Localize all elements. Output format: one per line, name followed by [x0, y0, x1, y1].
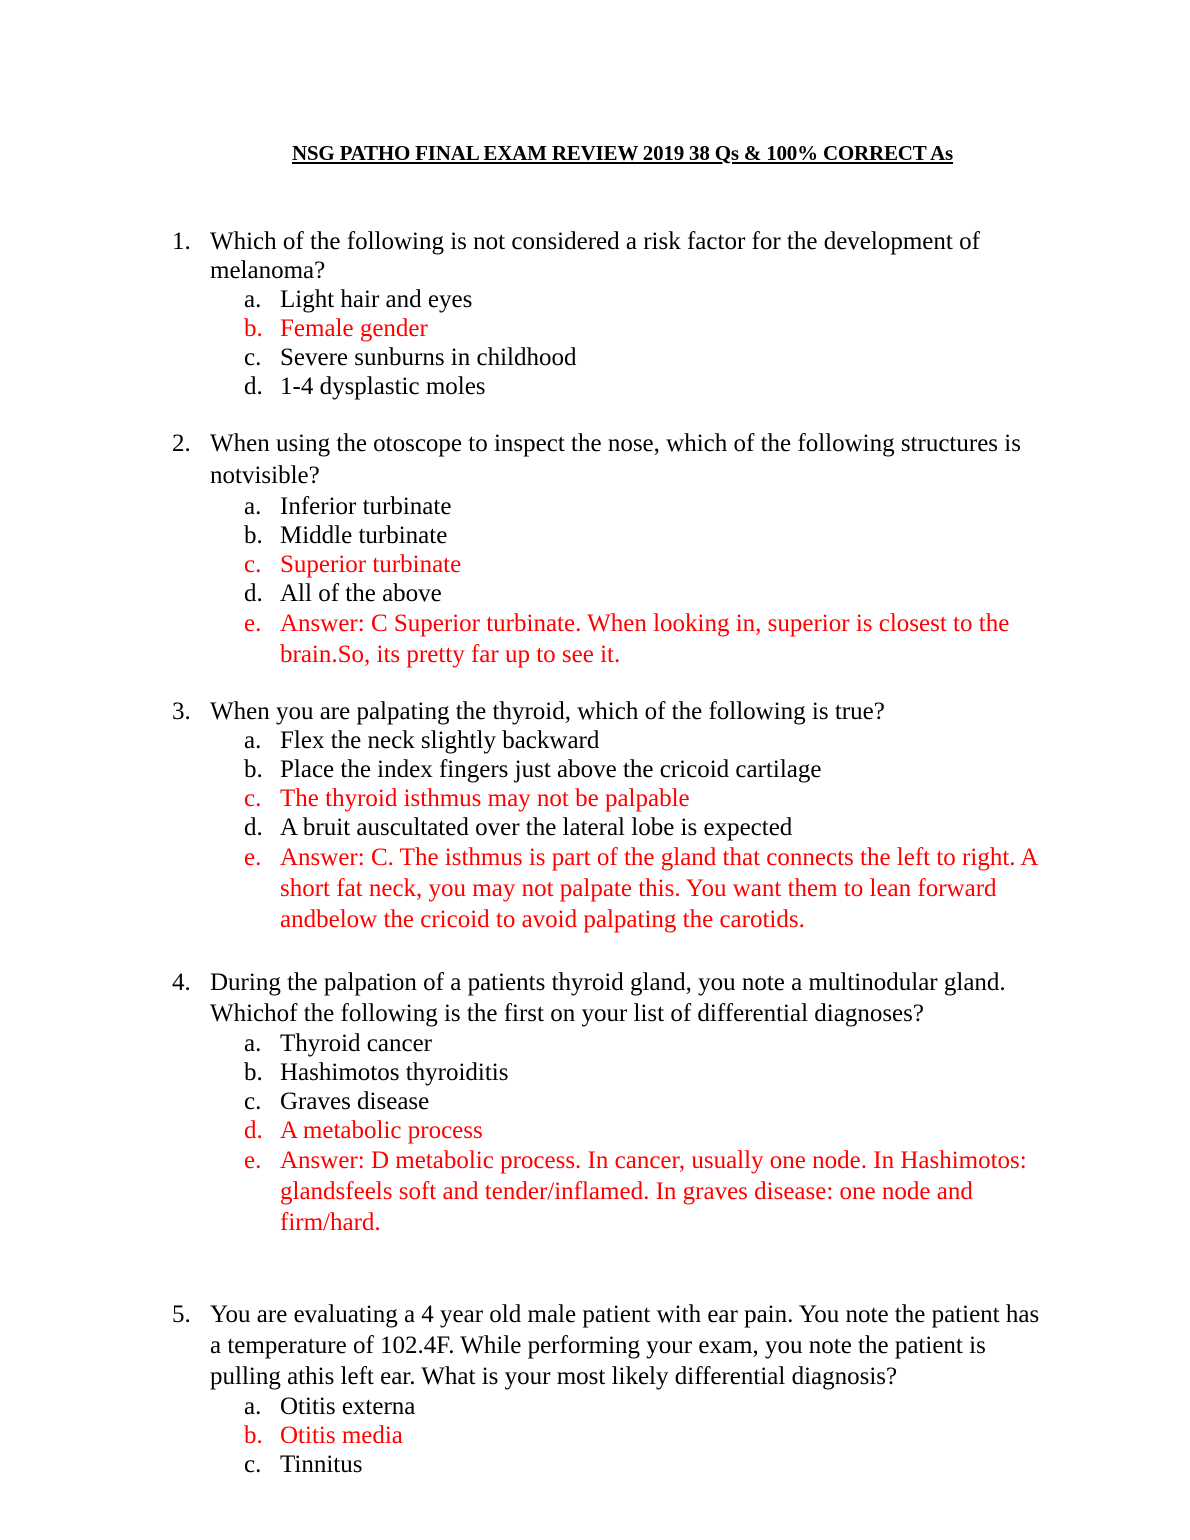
options-list	[244, 492, 1052, 670]
question-stem	[172, 967, 1052, 1029]
question-number: 4.	[172, 969, 191, 996]
option-d: d. All of the above	[244, 580, 442, 607]
document-title: NSG PATHO FINAL EXAM REVIEW 2019 38 Qs & 100% CORRECT As	[291, 141, 954, 165]
question-text: You are evaluating a 4 year old male patient with ear pain. You note the patient has a temperature of 102.4F. While performing your exam, you note the patient is pulling athis left ear. What is your most likely differential diagnosis?	[210, 1301, 1040, 1390]
option-b-correct: b. Female gender	[244, 315, 428, 342]
question-number: 3.	[172, 698, 191, 725]
question-1	[172, 227, 1052, 401]
options-list	[244, 285, 1052, 401]
question-number: 5.	[172, 1301, 191, 1328]
answer-explanation: e. Answer: D metabolic process. In cancer, usually one node. In Hashimotos: glandsfeels soft and tender/inflamed. In graves disease: one node and firm/hard.	[244, 1147, 1027, 1236]
option-b: b. Place the index fingers just above the cricoid cartilage	[244, 756, 822, 783]
option-a: a. Otitis externa	[244, 1393, 416, 1420]
option-c-correct: c. Superior turbinate	[244, 551, 462, 578]
option-a: a. Thyroid cancer	[244, 1030, 433, 1057]
option-b: b. Middle turbinate	[244, 522, 448, 549]
question-3	[172, 697, 1052, 935]
options-list	[244, 1392, 1052, 1479]
options-list	[244, 726, 1052, 935]
question-5	[172, 1299, 1052, 1479]
options-list	[244, 1029, 1052, 1238]
option-b: b. Hashimotos thyroiditis	[244, 1059, 509, 1086]
question-2	[172, 428, 1052, 670]
question-text: Which of the following is not considered a risk factor for the development of melanoma?	[210, 228, 980, 284]
option-a: a. Flex the neck slightly backward	[244, 727, 600, 754]
option-c: c. Tinnitus	[244, 1451, 363, 1478]
option-d: d. 1-4 dysplastic moles	[244, 373, 486, 400]
answer-explanation: e. Answer: C Superior turbinate. When looking in, superior is closest to the brain.So, its pretty far up to see it.	[244, 610, 1010, 668]
question-stem	[172, 227, 1052, 285]
option-a: a. Inferior turbinate	[244, 493, 452, 520]
question-stem	[172, 1299, 1052, 1392]
question-text: When you are palpating the thyroid, which of the following is true?	[210, 698, 885, 725]
question-stem	[172, 697, 1052, 726]
option-c-correct: c. The thyroid isthmus may not be palpable	[244, 785, 690, 812]
option-a: a. Light hair and eyes	[244, 286, 473, 313]
question-4	[172, 967, 1052, 1238]
option-c: c. Graves disease	[244, 1088, 430, 1115]
option-c: c. Severe sunburns in childhood	[244, 344, 577, 371]
question-number: 1.	[172, 228, 191, 255]
question-text: During the palpation of a patients thyroid gland, you note a multinodular gland. Whichof the following is the first on your list of differential diagnoses?	[210, 969, 1006, 1027]
option-d: d. A bruit auscultated over the lateral lobe is expected	[244, 814, 793, 841]
answer-explanation: e. Answer: C. The isthmus is part of the gland that connects the left to right. A short fat neck, you may not palpate this. You want them to lean forward andbelow the cricoid to avoid palpating the carotids.	[244, 844, 1038, 933]
question-number: 2.	[172, 430, 191, 457]
option-b-correct: b. Otitis media	[244, 1422, 403, 1449]
question-text: When using the otoscope to inspect the nose, which of the following structures is notvisible?	[210, 430, 1021, 489]
question-stem	[172, 428, 1052, 492]
option-d-correct: d. A metabolic process	[244, 1117, 483, 1144]
